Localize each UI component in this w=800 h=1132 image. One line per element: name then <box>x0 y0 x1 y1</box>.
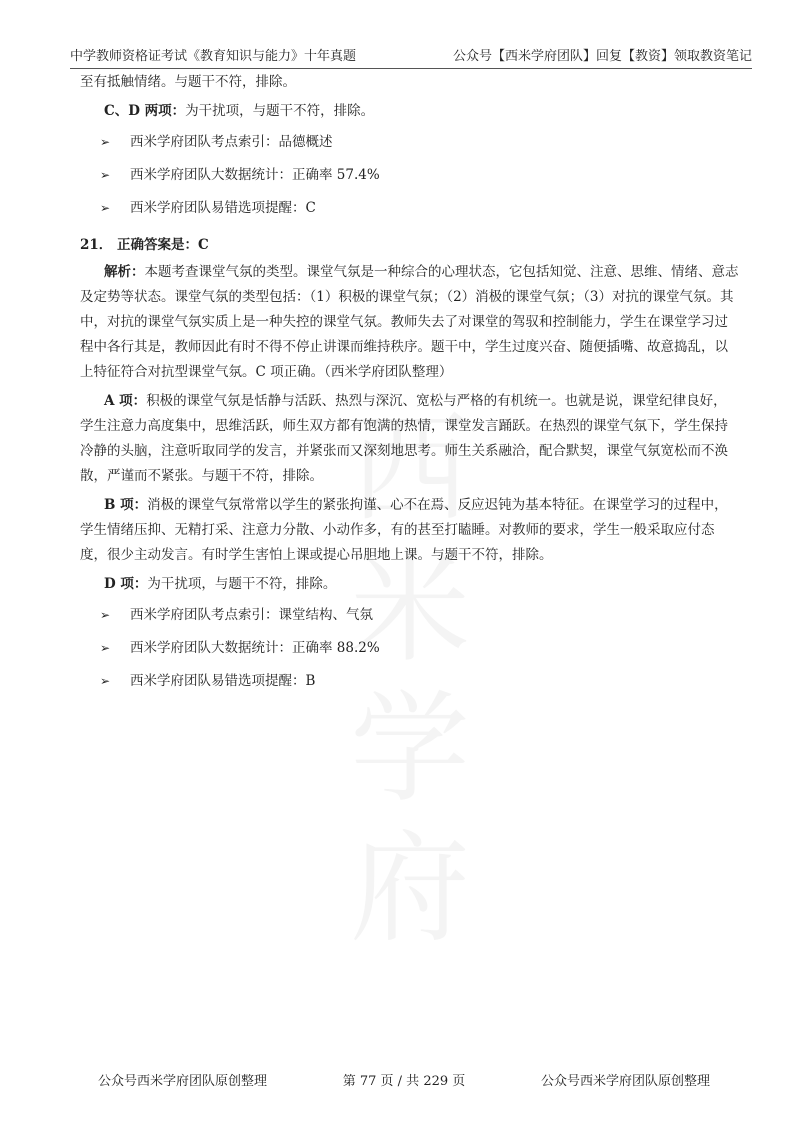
bullet-text: 西米学府团队考点索引：课堂结构、气氛 <box>130 607 373 623</box>
footer-right: 公众号西米学府团队原创整理 <box>540 1074 710 1089</box>
arrow-bullet-icon: ➢ <box>100 168 111 182</box>
cd-paragraph <box>80 99 740 124</box>
bullet-item <box>100 196 740 221</box>
header-left: 中学教师资格证考试《教育知识与能力》十年真题 <box>70 49 357 64</box>
analysis-text: 本题考查课堂气氛的类型。课堂气氛是一种综合的心理状态，它包括知觉、注意、思维、情绪、意志及定势等状态。课堂气氛的类型包括：（1）积极的课堂气氛；（2）消极的课堂气氛；（3）对抗的课堂气氛。其中，对抗的课堂气氛实质上是一种失控的课堂气氛。教师失去了对课堂的驾驭和控制能力，学生在课堂学习过程中各行其是，教师因此有时不得不停止讲课而维持秩序。题干中，学生过度兴奋、随便插嘴、故意捣乱，以上特征符合对抗型课堂气氛。C 项正确。（西米学府团队整理） <box>80 264 739 380</box>
continuation-line: 至有抵触情绪。与题干不符，排除。 <box>80 74 296 90</box>
bullet-item <box>100 130 740 155</box>
option-a-text: 积极的课堂气氛是恬静与活跃、热烈与深沉、宽松与严格的有机统一。也就是说，课堂纪律良好，学生注意力高度集中，思维活跃，师生双方都有饱满的热情，课堂发言踊跃。在热烈的课堂气氛下，学生保持冷静的头脑，注意听取同学的发言，并紧张而又深刻地思考。师生关系融洽，配合默契，课堂气氛宽松而不涣散，严谨而不紧张。与题干不符，排除。 <box>80 393 728 484</box>
page-footer <box>98 1070 710 1089</box>
bullet-text: 西米学府团队易错选项提醒：B <box>130 673 316 689</box>
footer-left: 公众号西米学府团队原创整理 <box>98 1074 268 1089</box>
question-title <box>80 233 740 258</box>
option-b-text: 消极的课堂气氛常常以学生的紧张拘谨、心不在焉、反应迟钝为基本特征。在课堂学习的过程中，学生情绪压抑、无精打采、注意力分散、小动作多，有的甚至打瞌睡。对教师的要求，学生一般采取应付态度，很少主动发言。有时学生害怕上课或提心吊胆地上课。与题干不符，排除。 <box>80 497 728 563</box>
bullet-item <box>100 163 740 188</box>
option-a-paragraph <box>80 389 740 489</box>
header-right: 公众号【西米学府团队】回复【教资】领取教资笔记 <box>452 49 752 64</box>
bullet-item <box>100 603 740 628</box>
bullet-text: 西米学府团队考点索引：品德概述 <box>130 134 333 150</box>
option-d-paragraph <box>80 572 740 597</box>
arrow-bullet-icon: ➢ <box>100 135 111 149</box>
analysis-label: 解析： <box>104 264 145 280</box>
question-title-text: 21． 正确答案是：C <box>80 237 209 253</box>
arrow-bullet-icon: ➢ <box>100 641 111 655</box>
arrow-bullet-icon: ➢ <box>100 201 111 215</box>
bullet-text: 西米学府团队易错选项提醒：C <box>130 200 316 216</box>
bullet-item <box>100 669 740 694</box>
option-b-paragraph <box>80 493 740 568</box>
page-body <box>80 70 740 702</box>
option-d-text: 为干扰项，与题干不符，排除。 <box>147 576 337 592</box>
arrow-bullet-icon: ➢ <box>100 674 111 688</box>
bullet-text: 西米学府团队大数据统计：正确率 57.4% <box>130 167 380 183</box>
option-d-label: D 项： <box>104 576 148 592</box>
arrow-bullet-icon: ➢ <box>100 608 111 622</box>
bullet-item <box>100 636 740 661</box>
cd-text: 为干扰项，与题干不符，排除。 <box>185 103 375 119</box>
cd-label: C、D 两项： <box>104 103 186 119</box>
page-number: 第 77 页 / 共 229 页 <box>342 1074 466 1089</box>
option-a-label: A 项： <box>104 393 147 409</box>
bullet-text: 西米学府团队大数据统计：正确率 88.2% <box>130 640 380 656</box>
page-header <box>70 38 752 69</box>
analysis-paragraph <box>80 260 740 385</box>
option-b-label: B 项： <box>104 497 148 513</box>
